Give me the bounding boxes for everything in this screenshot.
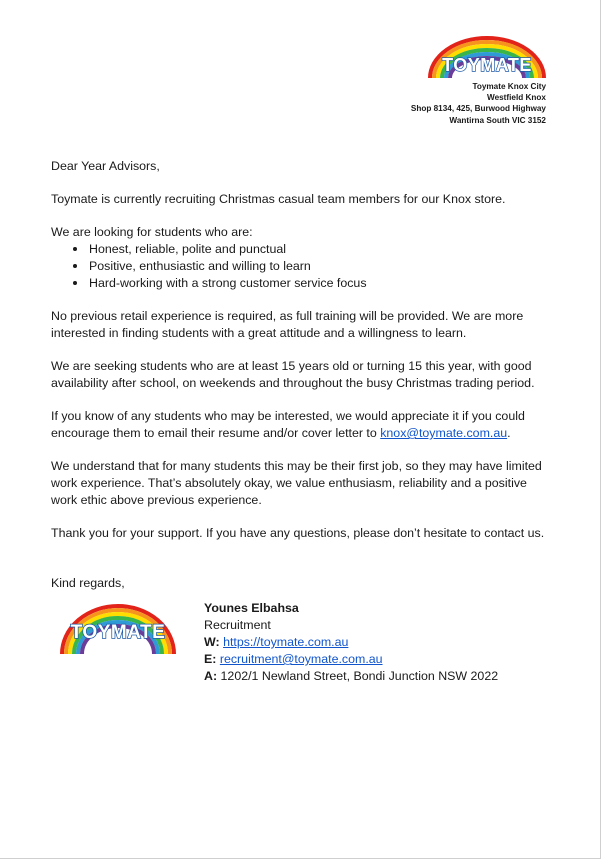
website-link[interactable]: https://toymate.com.au [223, 635, 349, 649]
letter-body [51, 158, 551, 608]
address-line [204, 668, 498, 685]
toymate-logo-icon [426, 34, 548, 80]
address-line: Shop 8134, 425, Burwood Highway [410, 104, 546, 114]
list-intro: We are looking for students who are: [51, 225, 253, 239]
paragraph-thanks: Thank you for your support. If you have any questions, please don’t hesitate to contact us. [51, 526, 545, 540]
paragraph-contact [51, 408, 551, 442]
logo-wordmark: TOYMATE [442, 55, 532, 75]
email-line [204, 651, 498, 668]
address-line: Toymate Knox City [472, 82, 546, 91]
requirements-list [51, 241, 551, 292]
paragraph-intro: Toymate is currently recruiting Christmas casual team members for our Knox store. [51, 192, 506, 206]
logo-wordmark: TOYMATE [70, 622, 166, 643]
store-address [411, 81, 546, 126]
signature-block [204, 600, 498, 685]
address-label: A: [204, 669, 218, 683]
closing: Kind regards, [51, 576, 125, 590]
contact-text-end: . [507, 426, 511, 440]
toymate-logo-icon [58, 600, 178, 656]
contact-text: If you know of any students who may be interested, we would appreciate it if you could encourage them to email their resume and/or cover letter to [51, 409, 525, 440]
list-item: Positive, enthusiastic and willing to learn [89, 258, 551, 275]
signer-title: Recruitment [204, 618, 271, 632]
recruitment-email-link[interactable]: recruitment@toymate.com.au [219, 652, 383, 666]
email-label: E: [204, 652, 217, 666]
website-label: W: [204, 635, 220, 649]
address-line: Westfield Knox [487, 93, 546, 103]
paragraph-age: We are seeking students who are at least 15 years old or turning 15 this year, with good availability after school, on weekends and throughout the busy Christmas trading period. [51, 359, 535, 390]
paragraph-experience: No previous retail experience is required, as full training will be provided. We are more interested in finding students with a great attitude and a willingness to learn. [51, 309, 524, 340]
knox-email-link[interactable]: knox@toymate.com.au [380, 426, 508, 440]
address-line: Wantirna South VIC 3152 [449, 115, 546, 125]
signer-name: Younes Elbahsa [204, 601, 299, 615]
list-item: Honest, reliable, polite and punctual [89, 241, 551, 258]
greeting: Dear Year Advisors, [51, 159, 160, 173]
website-line [204, 634, 498, 651]
paragraph-first-job: We understand that for many students this may be their first job, so they may have limited work experience. That’s absolutely okay, we value enthusiasm, reliability and a positive work ethic above previous experience. [51, 459, 542, 507]
list-item: Hard-working with a strong customer service focus [89, 275, 551, 292]
signer-address: 1202/1 Newland Street, Bondi Junction NSW 2022 [220, 669, 499, 683]
